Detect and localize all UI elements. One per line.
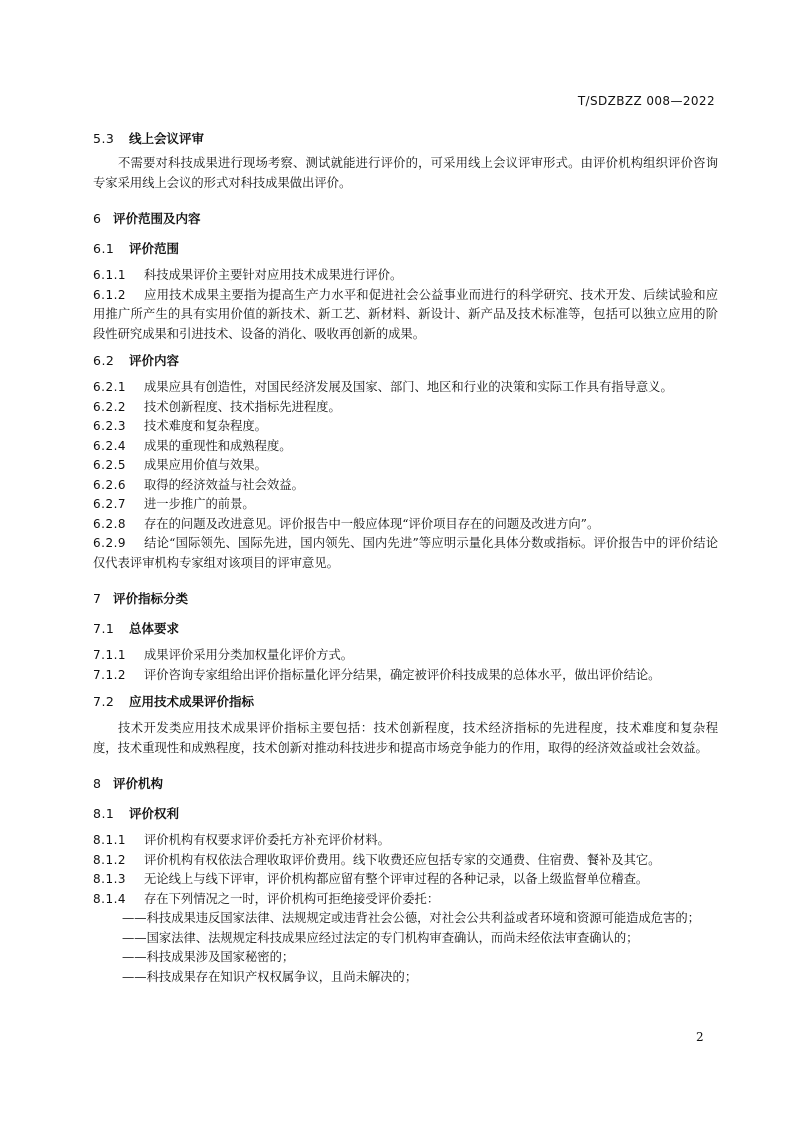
clause-text: 结论“国际领先、国际先进，国内领先、国内先进”等应明示量化具体分数或指标。评价报告中的评价结论仅代表评审机构专家组对该项目的评审意见。 (93, 536, 718, 570)
dash-item-text: 国家法律、法规规定科技成果应经过法定的专门机构审查确认，而尚未经依法审查确认的； (146, 930, 639, 945)
clause-number: 6.2.8 (93, 516, 127, 531)
clause-6-2-6 (93, 476, 718, 496)
clause-text: 成果评价采用分类加权量化评价方式。 (144, 648, 354, 662)
clause-6-2-1 (93, 378, 718, 398)
heading-number: 6.2 (93, 353, 115, 368)
clause-7-1-1 (93, 646, 718, 666)
clause-number: 6.1.1 (93, 268, 127, 282)
clause-text: 评价机构有权依法合理收取评价费用。线下收费还应包括专家的交通费、住宿费、餐补及其它。 (144, 852, 661, 867)
clause-6-2-9 (93, 534, 718, 573)
clause-number: 6.2.5 (93, 458, 127, 472)
clause-text: 存在下列情况之一时，评价机构可拒绝接受评价委托： (144, 891, 440, 906)
clause-6-2-2 (93, 398, 718, 418)
heading-number: 6.1 (93, 241, 115, 256)
dash-item-text: 科技成果违反国家法律、法规规定或违背社会公德，对社会公共利益或者环境和资源可能造成危害的； (146, 911, 700, 925)
clause-6-2-3 (93, 417, 718, 437)
heading-title: 线上会议评审 (129, 131, 205, 146)
heading-number: 5.3 (93, 131, 115, 146)
heading-number: 7.1 (93, 621, 115, 636)
dash-item-text: 科技成果涉及国家秘密的； (146, 950, 295, 964)
clause-text: 成果的重现性和成熟程度。 (144, 438, 292, 453)
clause-text: 技术创新程度、技术指标先进程度。 (144, 399, 341, 414)
heading-8-1 (93, 805, 718, 823)
clause-number: 6.2.2 (93, 399, 127, 414)
clause-6-2-8 (93, 515, 718, 535)
heading-title: 评价指标分类 (113, 591, 189, 606)
dash-mark: —— (122, 911, 147, 925)
heading-7-2 (93, 693, 718, 711)
heading-title: 总体要求 (129, 621, 180, 636)
clause-8-1-2 (93, 851, 718, 871)
paragraph-7-2: 技术开发类应用技术成果评价指标主要包括：技术创新程度，技术经济指标的先进程度，技术难度和复杂程度，技术重现性和成熟程度，技术创新对推动科技进步和提高市场竞争能力的作用，取得的经济效益或社会效益。 (93, 721, 718, 755)
heading-8 (93, 775, 718, 793)
standard-number: T/SDZBZZ 008—2022 (577, 94, 715, 108)
dash-mark: —— (122, 930, 147, 945)
clause-text: 应用技术成果主要指为提高生产力水平和促进社会公益事业而进行的科学研究、技术开发、后续试验和应用推广所产生的具有实用价值的新技术、新工艺、新材料、新设计、新产品及技术标准等，包括可以独立应用的阶段性研究成果和引进技术、设备的消化、吸收再创新的成果。 (93, 287, 718, 341)
page-number: 2 (696, 1030, 704, 1044)
clause-text: 成果应具有创造性，对国民经济发展及国家、部门、地区和行业的决策和实际工作具有指导意义。 (144, 380, 673, 394)
page-content (93, 130, 718, 987)
heading-title: 评价范围 (129, 241, 180, 256)
clause-text: 技术难度和复杂程度。 (144, 419, 267, 433)
heading-number: 7.2 (93, 694, 115, 709)
paragraph-5-3: 不需要对科技成果进行现场考察、测试就能进行评价的，可采用线上会议评审形式。由评价机构组织评价咨询专家采用线上会议的形式对科技成果做出评价。 (93, 156, 718, 190)
dash-list-item (93, 968, 718, 988)
dash-item-text: 科技成果存在知识产权权属争议，且尚未解决的； (146, 969, 418, 984)
dash-list-item (93, 909, 718, 929)
heading-6 (93, 210, 718, 228)
heading-6-1 (93, 240, 718, 258)
clause-7-1-2 (93, 666, 718, 686)
clause-number: 6.2.7 (93, 497, 127, 511)
clause-number: 6.2.4 (93, 438, 127, 453)
dash-mark: —— (122, 950, 147, 964)
clause-text: 科技成果评价主要针对应用技术成果进行评价。 (144, 268, 403, 282)
clause-text: 进一步推广的前景。 (144, 497, 255, 511)
heading-title: 评价机构 (113, 776, 164, 791)
heading-number: 8.1 (93, 806, 115, 821)
heading-number: 6 (93, 211, 102, 226)
heading-7 (93, 590, 718, 608)
heading-5-3 (93, 130, 718, 148)
clause-number: 6.2.1 (93, 380, 127, 394)
clause-8-1-1 (93, 831, 718, 851)
clause-6-2-7 (93, 495, 718, 515)
dash-list-item (93, 948, 718, 968)
clause-text: 成果应用价值与效果。 (144, 458, 267, 472)
clause-number: 7.1.2 (93, 667, 127, 682)
clause-number: 6.2.9 (93, 536, 127, 550)
dash-list-item (93, 929, 718, 949)
clause-number: 8.1.1 (93, 833, 127, 847)
heading-title: 评价范围及内容 (113, 211, 201, 226)
clause-6-2-4 (93, 437, 718, 457)
clause-8-1-4 (93, 890, 718, 910)
heading-title: 应用技术成果评价指标 (129, 694, 255, 709)
clause-text: 评价咨询专家组给出评价指标量化评分结果，确定被评价科技成果的总体水平，做出评价结论。 (144, 667, 661, 682)
heading-7-1 (93, 620, 718, 638)
clause-text: 取得的经济效益与社会效益。 (144, 477, 304, 492)
heading-title: 评价权利 (129, 806, 180, 821)
clause-text: 评价机构有权要求评价委托方补充评价材料。 (144, 833, 390, 847)
clause-number: 8.1.3 (93, 872, 127, 886)
clause-number: 8.1.4 (93, 891, 127, 906)
clause-text: 存在的问题及改进意见。评价报告中一般应体现“评价项目存在的问题及改进方向”。 (144, 516, 600, 531)
heading-title: 评价内容 (129, 353, 180, 368)
clause-number: 6.2.6 (93, 477, 127, 492)
clause-number: 6.1.2 (93, 287, 127, 302)
heading-6-2 (93, 352, 718, 370)
clause-text: 无论线上与线下评审，评价机构都应留有整个评审过程的各种记录，以备上级监督单位稽查。 (144, 872, 649, 886)
clause-6-1-2 (93, 286, 718, 345)
clause-6-1-1 (93, 266, 718, 286)
clause-8-1-3 (93, 870, 718, 890)
dash-mark: —— (122, 969, 147, 984)
clause-number: 6.2.3 (93, 419, 127, 433)
clause-number: 8.1.2 (93, 852, 127, 867)
heading-number: 8 (93, 776, 102, 791)
heading-number: 7 (93, 591, 102, 606)
clause-6-2-5 (93, 456, 718, 476)
clause-number: 7.1.1 (93, 648, 127, 662)
